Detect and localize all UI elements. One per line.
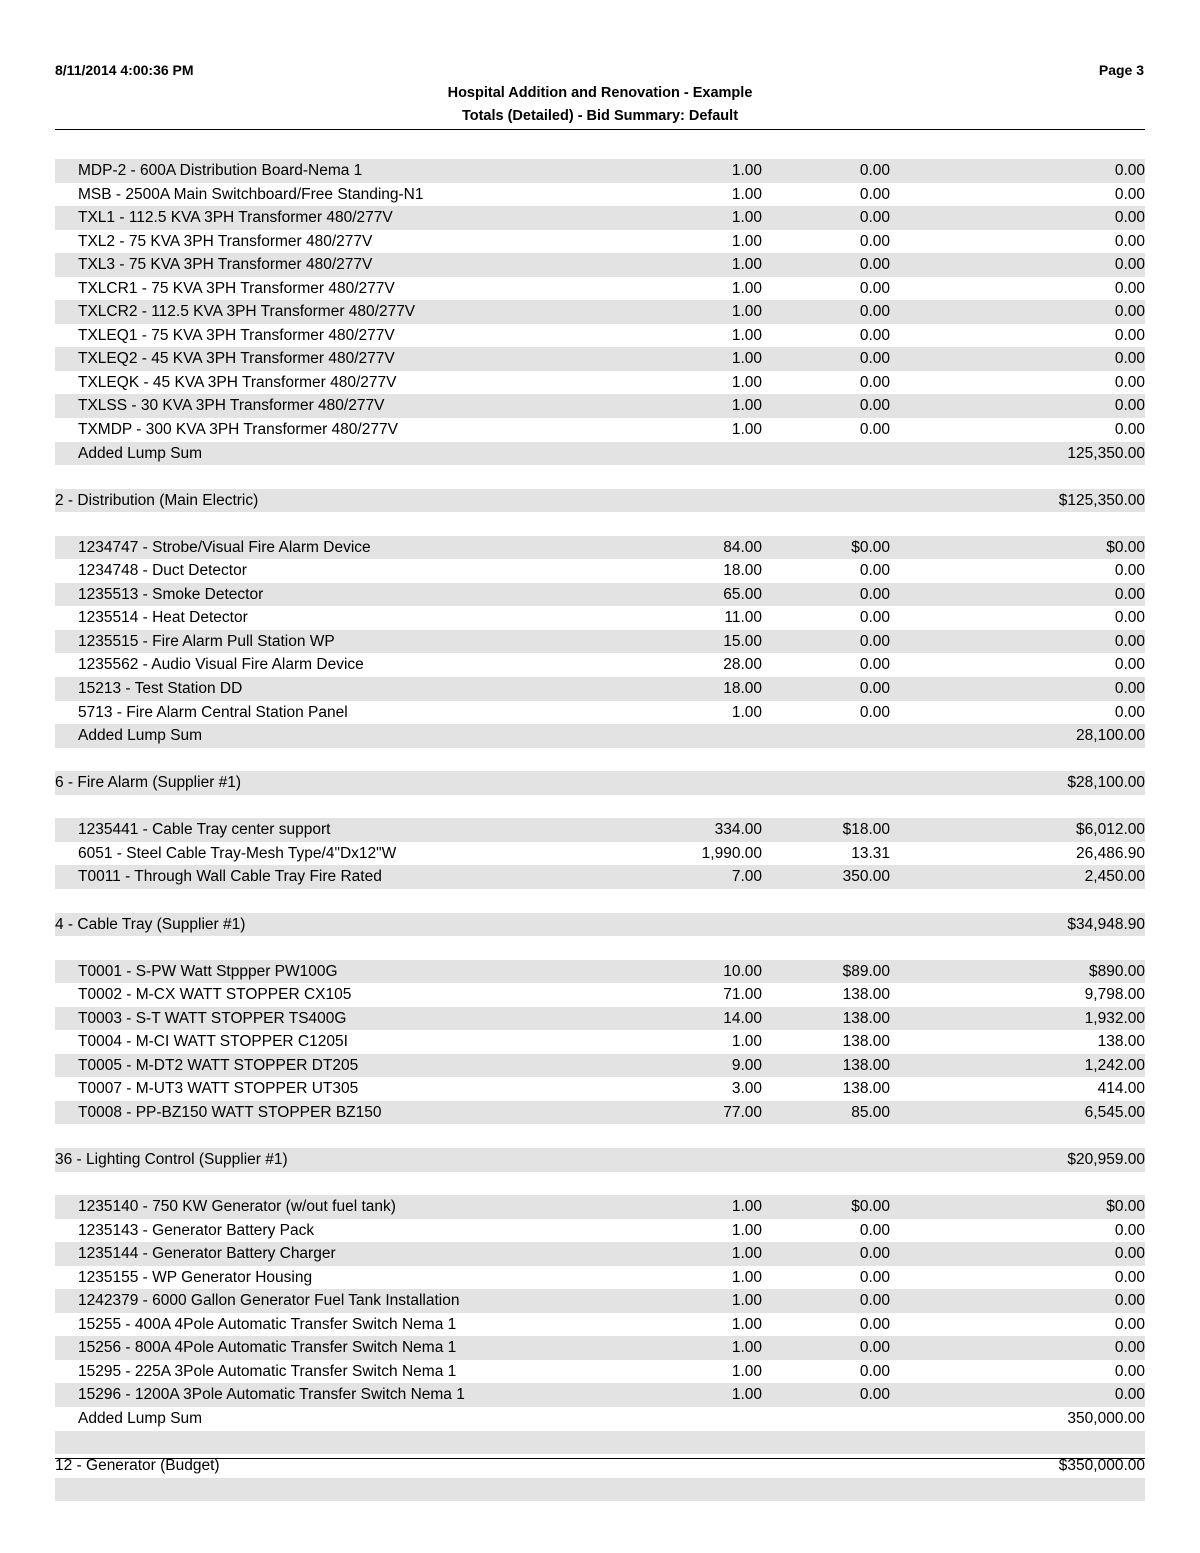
item-quantity: 1.00 — [731, 1033, 762, 1051]
line-item-row — [55, 253, 1145, 277]
line-item-row — [55, 724, 1145, 748]
spacer-row — [55, 1478, 1145, 1502]
item-description: TXL2 - 75 KVA 3PH Transformer 480/277V — [78, 232, 373, 250]
line-item-row — [55, 865, 1145, 889]
item-quantity: 1.00 — [731, 209, 762, 227]
line-item-row — [55, 1030, 1145, 1054]
item-unit-price: 0.00 — [859, 632, 890, 650]
item-unit-price: 0.00 — [859, 421, 890, 439]
line-item-row — [55, 1077, 1145, 1101]
item-quantity: 3.00 — [731, 1080, 762, 1098]
line-item-row — [55, 206, 1145, 230]
item-amount: $0.00 — [1106, 1198, 1145, 1216]
item-description: TXL3 - 75 KVA 3PH Transformer 480/277V — [78, 256, 373, 274]
page-number: Page 3 — [1098, 62, 1144, 78]
item-amount: 0.00 — [1114, 350, 1145, 368]
item-description: T0001 - S-PW Watt Stppper PW100G — [78, 962, 338, 980]
item-description: T0003 - S-T WATT STOPPER TS400G — [78, 1009, 347, 1027]
item-unit-price: $0.00 — [851, 538, 890, 556]
line-item-row — [55, 1007, 1145, 1031]
item-amount: 0.00 — [1114, 232, 1145, 250]
spacer-row — [55, 795, 1145, 819]
item-unit-price: 0.00 — [859, 1221, 890, 1239]
item-amount: 0.00 — [1114, 1315, 1145, 1333]
item-description: Added Lump Sum — [78, 727, 203, 745]
item-unit-price: 0.00 — [859, 1245, 890, 1263]
item-unit-price: 138.00 — [842, 986, 890, 1004]
line-item-row — [55, 324, 1145, 348]
item-quantity: 1.00 — [731, 1315, 762, 1333]
item-unit-price: 85.00 — [851, 1103, 890, 1121]
item-amount: 0.00 — [1114, 1292, 1145, 1310]
line-item-row — [55, 1242, 1145, 1266]
line-item-row — [55, 818, 1145, 842]
item-amount: 0.00 — [1114, 373, 1145, 391]
item-quantity: 7.00 — [731, 868, 762, 886]
line-item-row — [55, 300, 1145, 324]
item-description: 1235143 - Generator Battery Pack — [78, 1221, 315, 1239]
item-description: TXLCR2 - 112.5 KVA 3PH Transformer 480/277V — [78, 303, 416, 321]
item-quantity: 1.00 — [731, 1198, 762, 1216]
item-amount: $125,350.00 — [1058, 491, 1145, 509]
line-item-row — [55, 701, 1145, 725]
item-quantity: 1.00 — [731, 326, 762, 344]
item-description: 15255 - 400A 4Pole Automatic Transfer Switch Nema 1 — [78, 1315, 457, 1333]
item-quantity: 11.00 — [724, 609, 762, 627]
item-quantity: 1.00 — [731, 1386, 762, 1404]
item-amount: 9,798.00 — [1084, 986, 1145, 1004]
item-description: 15295 - 225A 3Pole Automatic Transfer Switch Nema 1 — [78, 1362, 457, 1380]
item-amount: 0.00 — [1114, 1362, 1145, 1380]
item-amount: 0.00 — [1114, 680, 1145, 698]
item-description: T0007 - M-UT3 WATT STOPPER UT305 — [78, 1080, 359, 1098]
line-item-row — [55, 1219, 1145, 1243]
item-amount: 0.00 — [1114, 609, 1145, 627]
line-item-row — [55, 630, 1145, 654]
item-quantity: 1.00 — [731, 1245, 762, 1263]
item-amount: $890.00 — [1088, 962, 1145, 980]
item-quantity: 1.00 — [731, 1362, 762, 1380]
section-total-row — [55, 913, 1145, 937]
item-description: TXLEQ1 - 75 KVA 3PH Transformer 480/277V — [78, 326, 395, 344]
item-unit-price: 0.00 — [859, 256, 890, 274]
item-quantity: 71.00 — [723, 986, 762, 1004]
line-item-row — [55, 183, 1145, 207]
item-quantity: 84.00 — [723, 538, 762, 556]
line-item-row — [55, 1266, 1145, 1290]
spacer-row — [55, 1124, 1145, 1148]
item-description: TXLCR1 - 75 KVA 3PH Transformer 480/277V — [78, 279, 395, 297]
item-amount: 138.00 — [1097, 1033, 1145, 1051]
report-datetime: 8/11/2014 4:00:36 PM — [55, 62, 194, 78]
item-description: TXLSS - 30 KVA 3PH Transformer 480/277V — [78, 397, 385, 415]
item-unit-price: $89.00 — [842, 962, 890, 980]
header-divider — [55, 129, 1145, 130]
item-amount: 0.00 — [1114, 397, 1145, 415]
line-item-row — [55, 159, 1145, 183]
item-description: 5713 - Fire Alarm Central Station Panel — [78, 703, 348, 721]
item-unit-price: $0.00 — [851, 1198, 890, 1216]
line-item-row — [55, 277, 1145, 301]
item-quantity: 28.00 — [723, 656, 762, 674]
item-unit-price: 0.00 — [859, 1268, 890, 1286]
line-item-row — [55, 394, 1145, 418]
line-item-row — [55, 418, 1145, 442]
item-amount: 0.00 — [1114, 585, 1145, 603]
item-unit-price: 138.00 — [842, 1033, 890, 1051]
item-unit-price: 0.00 — [859, 585, 890, 603]
spacer-row — [55, 465, 1145, 489]
item-quantity: 1.00 — [731, 232, 762, 250]
item-amount: 0.00 — [1114, 209, 1145, 227]
item-amount: 26,486.90 — [1076, 844, 1145, 862]
item-quantity: 1.00 — [731, 373, 762, 391]
section-total-row — [55, 1148, 1145, 1172]
item-description: TXLEQK - 45 KVA 3PH Transformer 480/277V — [78, 373, 397, 391]
item-unit-price: 138.00 — [842, 1056, 890, 1074]
item-unit-price: 350.00 — [842, 868, 890, 886]
item-amount: 0.00 — [1114, 1386, 1145, 1404]
item-description: T0002 - M-CX WATT STOPPER CX105 — [78, 986, 352, 1004]
line-item-row — [55, 1195, 1145, 1219]
item-quantity: 1.00 — [731, 1339, 762, 1357]
item-unit-price: 0.00 — [859, 209, 890, 227]
item-description: 1242379 - 6000 Gallon Generator Fuel Tank Installation — [78, 1292, 460, 1310]
item-quantity: 1.00 — [731, 421, 762, 439]
line-item-row — [55, 1383, 1145, 1407]
item-description: 1234748 - Duct Detector — [78, 562, 247, 580]
item-description: 15296 - 1200A 3Pole Automatic Transfer Switch Nema 1 — [78, 1386, 465, 1404]
item-description: 1235441 - Cable Tray center support — [78, 821, 331, 839]
item-description: 12 - Generator (Budget) — [55, 1457, 220, 1475]
item-description: 1235140 - 750 KW Generator (w/out fuel tank) — [78, 1198, 396, 1216]
item-unit-price: 0.00 — [859, 562, 890, 580]
item-quantity: 18.00 — [723, 680, 762, 698]
item-amount: 0.00 — [1114, 185, 1145, 203]
line-item-row — [55, 960, 1145, 984]
item-description: T0005 - M-DT2 WATT STOPPER DT205 — [78, 1056, 359, 1074]
item-unit-price: 0.00 — [859, 279, 890, 297]
item-description: TXMDP - 300 KVA 3PH Transformer 480/277V — [78, 421, 398, 439]
item-description: TXLEQ2 - 45 KVA 3PH Transformer 480/277V — [78, 350, 395, 368]
item-description: MDP-2 - 600A Distribution Board-Nema 1 — [78, 162, 363, 179]
line-item-row — [55, 1054, 1145, 1078]
item-amount: 0.00 — [1114, 1268, 1145, 1286]
spacer-row — [55, 1431, 1145, 1455]
item-quantity: 15.00 — [723, 632, 762, 650]
item-amount: 0.00 — [1114, 1221, 1145, 1239]
item-amount: 6,545.00 — [1084, 1103, 1145, 1121]
item-amount: $28,100.00 — [1067, 774, 1145, 792]
line-item-row — [55, 1289, 1145, 1313]
item-quantity: 1,990.00 — [701, 844, 762, 862]
item-unit-price: 13.31 — [851, 844, 890, 862]
item-description: 36 - Lighting Control (Supplier #1) — [55, 1150, 288, 1168]
item-amount: 0.00 — [1114, 279, 1145, 297]
item-unit-price: 0.00 — [859, 350, 890, 368]
item-amount: 0.00 — [1114, 326, 1145, 344]
line-item-row — [55, 536, 1145, 560]
line-item-row — [55, 583, 1145, 607]
item-quantity: 1.00 — [731, 1292, 762, 1310]
item-description: 1235514 - Heat Detector — [78, 609, 248, 627]
item-unit-price: 0.00 — [859, 1315, 890, 1333]
item-quantity: 1.00 — [731, 1221, 762, 1239]
item-description: T0011 - Through Wall Cable Tray Fire Rated — [78, 868, 382, 886]
item-description: 1234747 - Strobe/Visual Fire Alarm Device — [78, 538, 371, 556]
item-unit-price: 0.00 — [859, 1386, 890, 1404]
line-item-row — [55, 1336, 1145, 1360]
item-unit-price: 0.00 — [859, 326, 890, 344]
item-amount: $350,000.00 — [1058, 1457, 1145, 1475]
item-amount: 350,000.00 — [1067, 1409, 1145, 1427]
item-unit-price: 0.00 — [859, 232, 890, 250]
section-total-row — [55, 771, 1145, 795]
item-amount: $20,959.00 — [1067, 1150, 1145, 1168]
item-quantity: 1.00 — [731, 397, 762, 415]
item-quantity: 10.00 — [723, 962, 762, 980]
item-quantity: 18.00 — [723, 562, 762, 580]
item-quantity: 1.00 — [731, 256, 762, 274]
item-description: 6051 - Steel Cable Tray-Mesh Type/4"Dx12"W — [78, 844, 397, 862]
item-description: 15213 - Test Station DD — [78, 680, 243, 698]
item-unit-price: 0.00 — [859, 656, 890, 674]
section-divider — [55, 1458, 1145, 1459]
item-amount: $0.00 — [1106, 538, 1145, 556]
item-unit-price: 0.00 — [859, 162, 890, 179]
spacer-row — [55, 889, 1145, 913]
item-amount: 0.00 — [1114, 421, 1145, 439]
spacer-row — [55, 748, 1145, 772]
item-amount: 0.00 — [1114, 1245, 1145, 1263]
item-amount: 0.00 — [1114, 703, 1145, 721]
item-unit-price: 0.00 — [859, 609, 890, 627]
item-unit-price: 0.00 — [859, 185, 890, 203]
item-amount: 0.00 — [1114, 562, 1145, 580]
item-amount: 0.00 — [1114, 303, 1145, 321]
item-description: 1235515 - Fire Alarm Pull Station WP — [78, 632, 335, 650]
item-amount: 0.00 — [1114, 1339, 1145, 1357]
item-amount: 0.00 — [1114, 256, 1145, 274]
line-item-row — [55, 842, 1145, 866]
item-unit-price: 0.00 — [859, 1339, 890, 1357]
item-description: 1235562 - Audio Visual Fire Alarm Device — [78, 656, 364, 674]
item-amount: 1,932.00 — [1084, 1009, 1145, 1027]
spacer-row — [55, 936, 1145, 960]
item-quantity: 77.00 — [723, 1103, 762, 1121]
line-item-row — [55, 371, 1145, 395]
item-unit-price: 0.00 — [859, 1292, 890, 1310]
item-amount: 414.00 — [1097, 1080, 1145, 1098]
section-total-row — [55, 489, 1145, 513]
spacer-row — [55, 512, 1145, 536]
item-unit-price: 0.00 — [859, 397, 890, 415]
line-item-row — [55, 347, 1145, 371]
line-item-row — [55, 442, 1145, 466]
item-unit-price: 0.00 — [859, 703, 890, 721]
item-description: 4 - Cable Tray (Supplier #1) — [55, 915, 246, 933]
report-subtitle: Totals (Detailed) - Bid Summary: Default — [461, 108, 739, 124]
item-description: Added Lump Sum — [78, 444, 203, 462]
item-unit-price: 0.00 — [859, 303, 890, 321]
item-amount: 125,350.00 — [1067, 444, 1145, 462]
item-quantity: 1.00 — [731, 185, 762, 203]
line-item-row — [55, 983, 1145, 1007]
line-item-row — [55, 677, 1145, 701]
item-amount: 1,242.00 — [1084, 1056, 1145, 1074]
item-quantity: 1.00 — [731, 279, 762, 297]
item-quantity: 65.00 — [723, 585, 762, 603]
item-description: T0004 - M-CI WATT STOPPER C1205I — [78, 1033, 348, 1051]
item-description: 2 - Distribution (Main Electric) — [55, 491, 259, 509]
item-description: 1235144 - Generator Battery Charger — [78, 1245, 336, 1263]
line-item-row — [55, 1407, 1145, 1431]
item-amount: $6,012.00 — [1076, 821, 1145, 839]
item-unit-price: 138.00 — [842, 1009, 890, 1027]
item-unit-price: 0.00 — [859, 1362, 890, 1380]
item-quantity: 1.00 — [731, 350, 762, 368]
item-amount: 2,450.00 — [1084, 868, 1145, 886]
report-title: Hospital Addition and Renovation - Example — [447, 85, 753, 101]
item-unit-price: 0.00 — [859, 373, 890, 391]
item-amount: $34,948.90 — [1067, 915, 1145, 933]
item-quantity: 1.00 — [731, 703, 762, 721]
line-item-row — [55, 1313, 1145, 1337]
item-description: 1235513 - Smoke Detector — [78, 585, 264, 603]
item-description: 6 - Fire Alarm (Supplier #1) — [55, 774, 242, 792]
item-quantity: 1.00 — [731, 1268, 762, 1286]
item-unit-price: $18.00 — [842, 821, 890, 839]
item-description: TXL1 - 112.5 KVA 3PH Transformer 480/277V — [78, 209, 393, 227]
item-quantity: 1.00 — [731, 162, 762, 179]
line-item-row — [55, 653, 1145, 677]
item-quantity: 334.00 — [714, 821, 762, 839]
line-items-table — [55, 159, 1145, 1501]
item-description: Added Lump Sum — [78, 1409, 203, 1427]
item-description: T0008 - PP-BZ150 WATT STOPPER BZ150 — [78, 1103, 382, 1121]
item-description: MSB - 2500A Main Switchboard/Free Standing-N1 — [78, 185, 424, 203]
item-quantity: 9.00 — [731, 1056, 762, 1074]
item-quantity: 1.00 — [731, 303, 762, 321]
item-amount: 0.00 — [1114, 656, 1145, 674]
line-item-row — [55, 1360, 1145, 1384]
spacer-row — [55, 1172, 1145, 1196]
line-item-row — [55, 606, 1145, 630]
line-item-row — [55, 1101, 1145, 1125]
item-description: 1235155 - WP Generator Housing — [78, 1268, 313, 1286]
line-item-row — [55, 559, 1145, 583]
item-unit-price: 0.00 — [859, 680, 890, 698]
line-item-row — [55, 230, 1145, 254]
item-unit-price: 138.00 — [842, 1080, 890, 1098]
item-quantity: 14.00 — [723, 1009, 762, 1027]
item-amount: 0.00 — [1114, 162, 1145, 179]
item-amount: 0.00 — [1114, 632, 1145, 650]
item-description: 15256 - 800A 4Pole Automatic Transfer Switch Nema 1 — [78, 1339, 457, 1357]
item-amount: 28,100.00 — [1076, 727, 1145, 745]
